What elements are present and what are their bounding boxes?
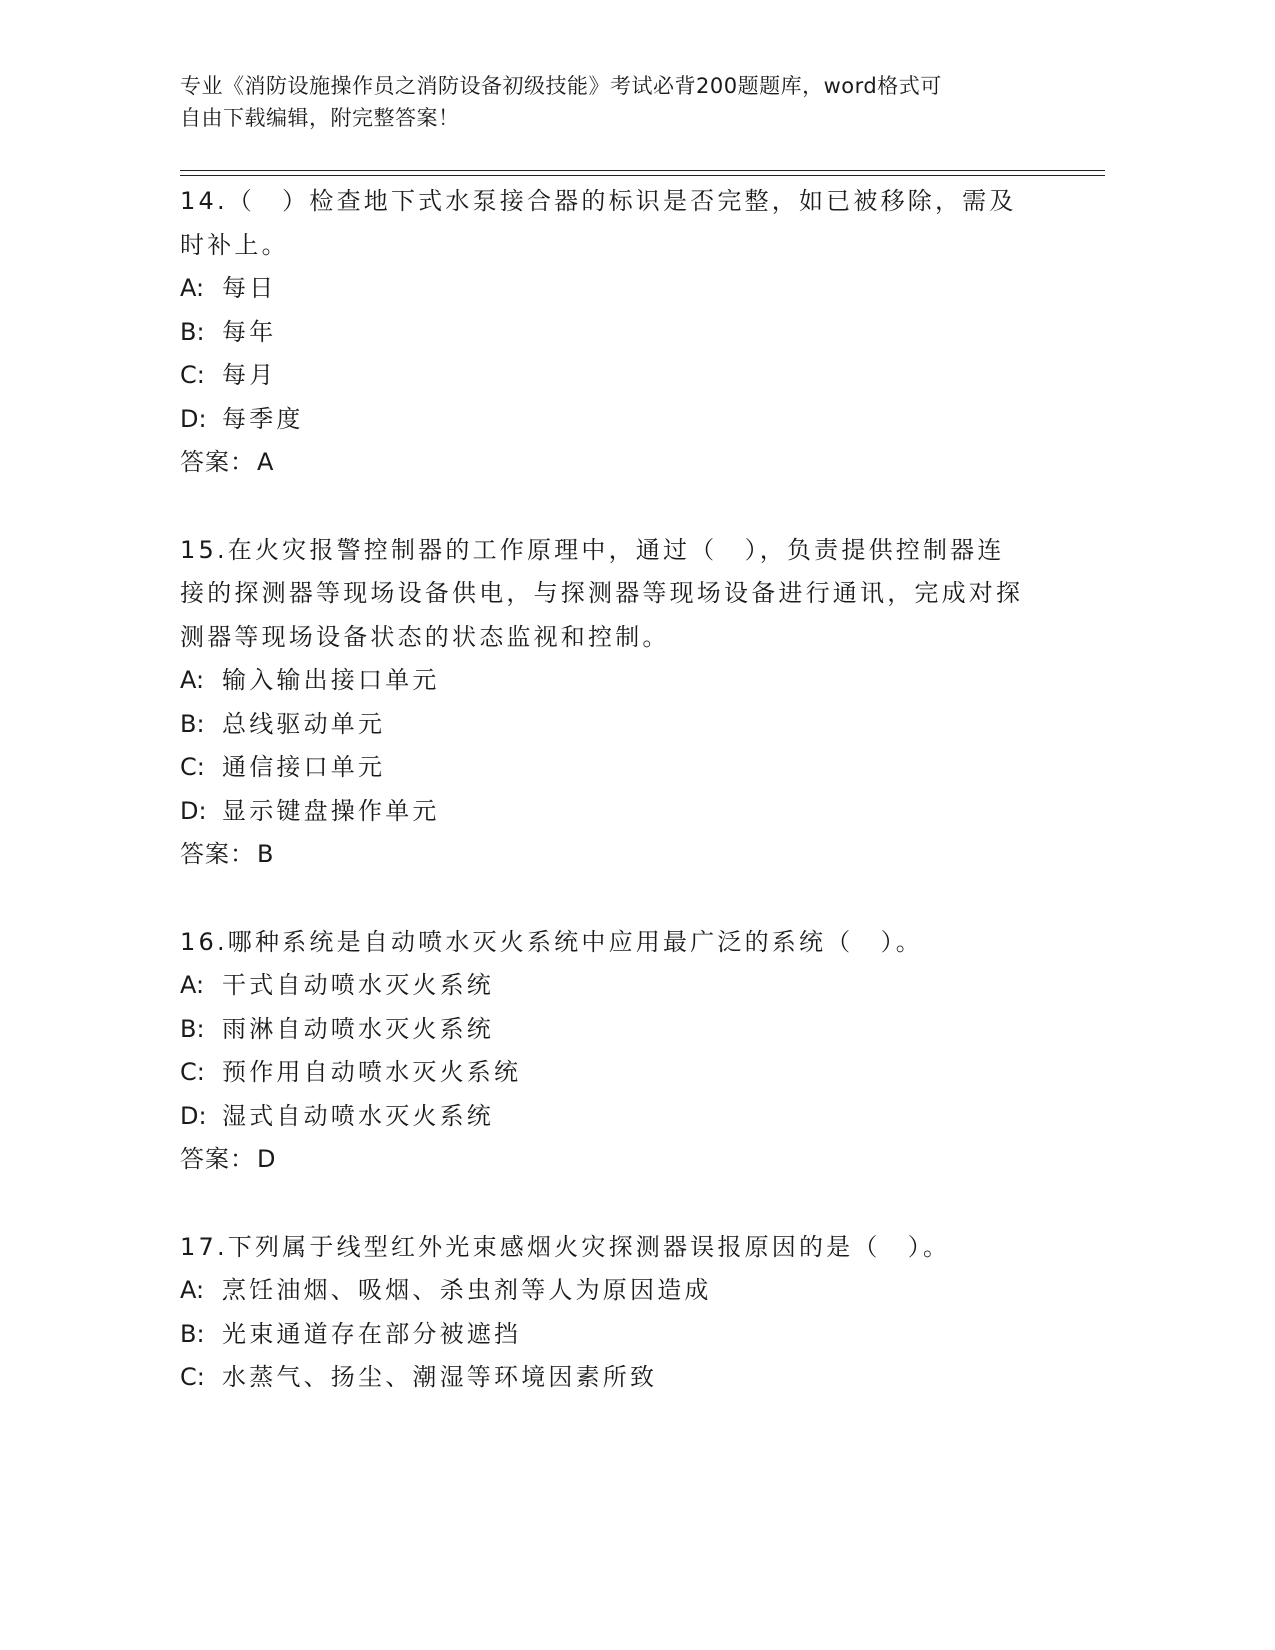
option-text: 干式自动喷水灭火系统 (222, 971, 494, 999)
option-a (180, 964, 1060, 1008)
option-key: A: (180, 666, 205, 694)
option-b (180, 1008, 1060, 1052)
option-c (180, 746, 1060, 790)
question-text: 17.下列属于线型红外光束感烟火灾探测器误报原因的是（ ）。 (180, 1232, 951, 1261)
option-text: 通信接口单元 (222, 753, 386, 781)
option-c (180, 1356, 1060, 1400)
question-17 (180, 1226, 1060, 1400)
document-header (180, 70, 1040, 134)
option-text: 每年 (222, 317, 277, 346)
option-key: C: (180, 1363, 205, 1391)
option-text: 光束通道存在部分被遮挡 (222, 1319, 522, 1348)
option-key: C: (180, 1058, 205, 1086)
option-text: 烹饪油烟、吸烟、杀虫剂等人为原因造成 (222, 1276, 712, 1304)
option-key: A: (180, 1276, 205, 1304)
answer-label: 答案： (180, 448, 255, 476)
option-text: 总线驱动单元 (222, 709, 386, 738)
answer-label: 答案： (180, 1145, 255, 1173)
option-text: 每月 (222, 361, 277, 389)
answer-value: B (257, 840, 275, 868)
option-key: B: (180, 317, 205, 346)
option-key: B: (180, 1319, 205, 1348)
option-a (180, 267, 1060, 311)
option-key: C: (180, 753, 205, 781)
answer-line (180, 441, 1060, 485)
option-text: 湿式自动喷水灭火系统 (222, 1101, 494, 1130)
option-a (180, 659, 1060, 703)
question-list (180, 180, 1060, 1400)
option-text: 输入输出接口单元 (222, 666, 440, 694)
question-text: 15.在火灾报警控制器的工作原理中，通过（ ），负责提供控制器连接的探测器等现场设备供电，与探测器等现场设备进行通讯，完成对探测器等现场设备状态的状态监视和控制。 (180, 535, 1024, 651)
option-text: 每日 (222, 274, 277, 302)
question-text: 14.（ ）检查地下式水泵接合器的标识是否完整，如已被移除，需及时补上。 (180, 187, 1017, 259)
option-text: 预作用自动喷水灭火系统 (222, 1058, 522, 1086)
header-divider-bottom (180, 175, 1105, 176)
option-d (180, 398, 1060, 442)
question-text: 16.哪种系统是自动喷水灭火系统中应用最广泛的系统（ ）。 (180, 927, 923, 956)
answer-line (180, 1138, 1060, 1182)
option-text: 雨淋自动喷水灭火系统 (222, 1014, 494, 1043)
option-b (180, 1313, 1060, 1357)
option-key: B: (180, 709, 205, 738)
question-15 (180, 529, 1060, 877)
option-b (180, 703, 1060, 747)
option-key: D: (180, 404, 207, 433)
header-divider-top (180, 170, 1105, 171)
option-c (180, 1051, 1060, 1095)
header-line-1: 专业《消防设施操作员之消防设备初级技能》考试必背200题题库，word格式可 (180, 74, 942, 98)
option-text: 显示键盘操作单元 (222, 796, 440, 825)
option-d (180, 790, 1060, 834)
option-key: A: (180, 971, 205, 999)
option-key: C: (180, 361, 205, 389)
option-d (180, 1095, 1060, 1139)
option-c (180, 354, 1060, 398)
option-key: A: (180, 274, 205, 302)
option-text: 每季度 (222, 404, 304, 433)
header-line-2: 自由下载编辑，附完整答案！ (180, 106, 460, 130)
answer-value: D (257, 1145, 277, 1173)
answer-label: 答案： (180, 840, 255, 868)
answer-line (180, 833, 1060, 877)
option-a (180, 1269, 1060, 1313)
answer-value: A (257, 448, 275, 476)
option-key: D: (180, 796, 207, 825)
option-text: 水蒸气、扬尘、潮湿等环境因素所致 (222, 1363, 658, 1391)
option-b (180, 311, 1060, 355)
option-key: D: (180, 1101, 207, 1130)
option-key: B: (180, 1014, 205, 1043)
question-16 (180, 921, 1060, 1182)
question-14 (180, 180, 1060, 485)
